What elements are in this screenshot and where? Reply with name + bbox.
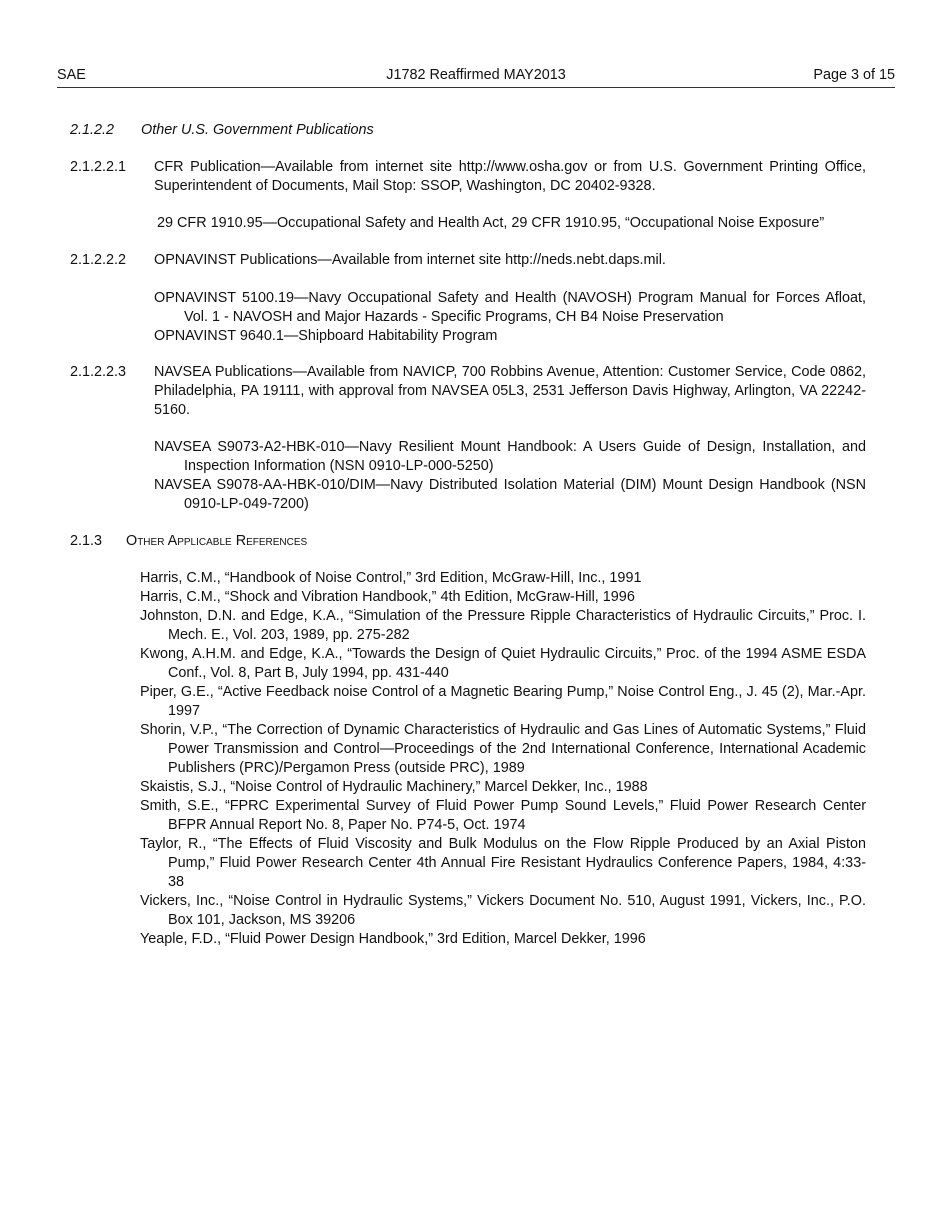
reference-item: Yeaple, F.D., “Fluid Power Design Handbook,” 3rd Edition, Marcel Dekker, 1996 bbox=[140, 931, 646, 947]
reference-item: Shorin, V.P., “The Correction of Dynamic Characteristics of Hydraulic and Gas Lines of Automatic Systems,” Fluid Power Transmission and Control—Proceedings of the 2nd International Conference, International Academic Publishers (PRC)/Pergamon Press (outside PRC), 1989 bbox=[140, 722, 866, 776]
header-org: SAE bbox=[57, 67, 86, 83]
reference-item: Skaistis, S.J., “Noise Control of Hydraulic Machinery,” Marcel Dekker, Inc., 1988 bbox=[140, 779, 648, 795]
navsea-item: NAVSEA S9073-A2-HBK-010—Navy Resilient Mount Handbook: A Users Guide of Design, Installation, and Inspection Information (NSN 0910-LP-000-5250) bbox=[154, 439, 866, 474]
reference-item: Vickers, Inc., “Noise Control in Hydraulic Systems,” Vickers Document No. 510, August 1991, Vickers, Inc., P.O. Box 101, Jackson, MS 39206 bbox=[140, 893, 866, 928]
section-2-1-3-number: 2.1.3 bbox=[70, 533, 103, 549]
opnavinst-list bbox=[154, 289, 866, 346]
section-2-1-2-2-1-number: 2.1.2.2.1 bbox=[70, 159, 127, 175]
section-2-1-2-2-title: Other U.S. Government Publications bbox=[141, 122, 374, 138]
opnavinst-item: OPNAVINST 5100.19—Navy Occupational Safety and Health (NAVOSH) Program Manual for Forces Afloat, Vol. 1 - NAVOSH and Major Hazards - Specific Programs, CH B4 Noise Preservation bbox=[154, 290, 866, 325]
header-page-number: Page 3 of 15 bbox=[813, 67, 895, 83]
reference-item: Taylor, R., “The Effects of Fluid Viscosity and Bulk Modulus on the Flow Ripple Produced by an Axial Piston Pump,” Fluid Power Research Center 4th Annual Fire Resistant Hydraulics Conference Papers, 1984, 4:33-38 bbox=[140, 836, 866, 890]
opnavinst-item: OPNAVINST 9640.1—Shipboard Habitability Program bbox=[154, 328, 498, 344]
references-list bbox=[140, 569, 866, 949]
section-2-1-2-2-1-text: CFR Publication—Available from internet site http://www.osha.gov or from U.S. Government Printing Office, Superintendent of Documents, Mail Stop: SSOP, Washington, DC 20402-9328. bbox=[154, 159, 866, 194]
section-2-1-2-2-2-text: OPNAVINST Publications—Available from internet site http://neds.nebt.daps.mil. bbox=[154, 252, 666, 268]
navsea-list bbox=[154, 438, 866, 514]
header-doc-id: J1782 Reaffirmed MAY2013 bbox=[386, 67, 566, 83]
page-header bbox=[57, 66, 895, 88]
navsea-item: NAVSEA S9078-AA-HBK-010/DIM—Navy Distributed Isolation Material (DIM) Mount Design Handbook (NSN 0910-LP-049-7200) bbox=[154, 477, 866, 512]
section-2-1-2-2-number: 2.1.2.2 bbox=[70, 122, 115, 138]
cfr-1910-95-item: 29 CFR 1910.95—Occupational Safety and Health Act, 29 CFR 1910.95, “Occupational Noise Exposure” bbox=[157, 215, 825, 231]
section-2-1-2-2-3-text: NAVSEA Publications—Available from NAVICP, 700 Robbins Avenue, Attention: Customer Service, Code 0862, Philadelphia, PA 19111, with approval from NAVSEA 05L3, 2531 Jefferson Davis Highway, Arlington, VA 22242-5160. bbox=[154, 364, 866, 418]
reference-item: Smith, S.E., “FPRC Experimental Survey of Fluid Power Pump Sound Levels,” Fluid Power Research Center BFPR Annual Report No. 8, Paper No. P74-5, Oct. 1974 bbox=[140, 798, 866, 833]
reference-item: Kwong, A.H.M. and Edge, K.A., “Towards the Design of Quiet Hydraulic Circuits,” Proc. of the 1994 ASME ESDA Conf., Vol. 8, Part B, July 1994, pp. 431-440 bbox=[140, 646, 866, 681]
reference-item: Harris, C.M., “Shock and Vibration Handbook,” 4th Edition, McGraw-Hill, 1996 bbox=[140, 589, 635, 605]
reference-item: Johnston, D.N. and Edge, K.A., “Simulation of the Pressure Ripple Characteristics of Hydraulic Circuits,” Proc. I. Mech. E., Vol. 203, 1989, pp. 275-282 bbox=[140, 608, 866, 643]
section-2-1-2-2-3-number: 2.1.2.2.3 bbox=[70, 364, 127, 380]
section-2-1-3-title: Other Applicable References bbox=[126, 533, 308, 549]
reference-item: Piper, G.E., “Active Feedback noise Control of a Magnetic Bearing Pump,” Noise Control Eng., J. 45 (2), Mar.-Apr. 1997 bbox=[140, 684, 866, 719]
reference-item: Harris, C.M., “Handbook of Noise Control,” 3rd Edition, McGraw-Hill, Inc., 1991 bbox=[140, 570, 642, 586]
section-2-1-2-2-2-number: 2.1.2.2.2 bbox=[70, 252, 127, 268]
